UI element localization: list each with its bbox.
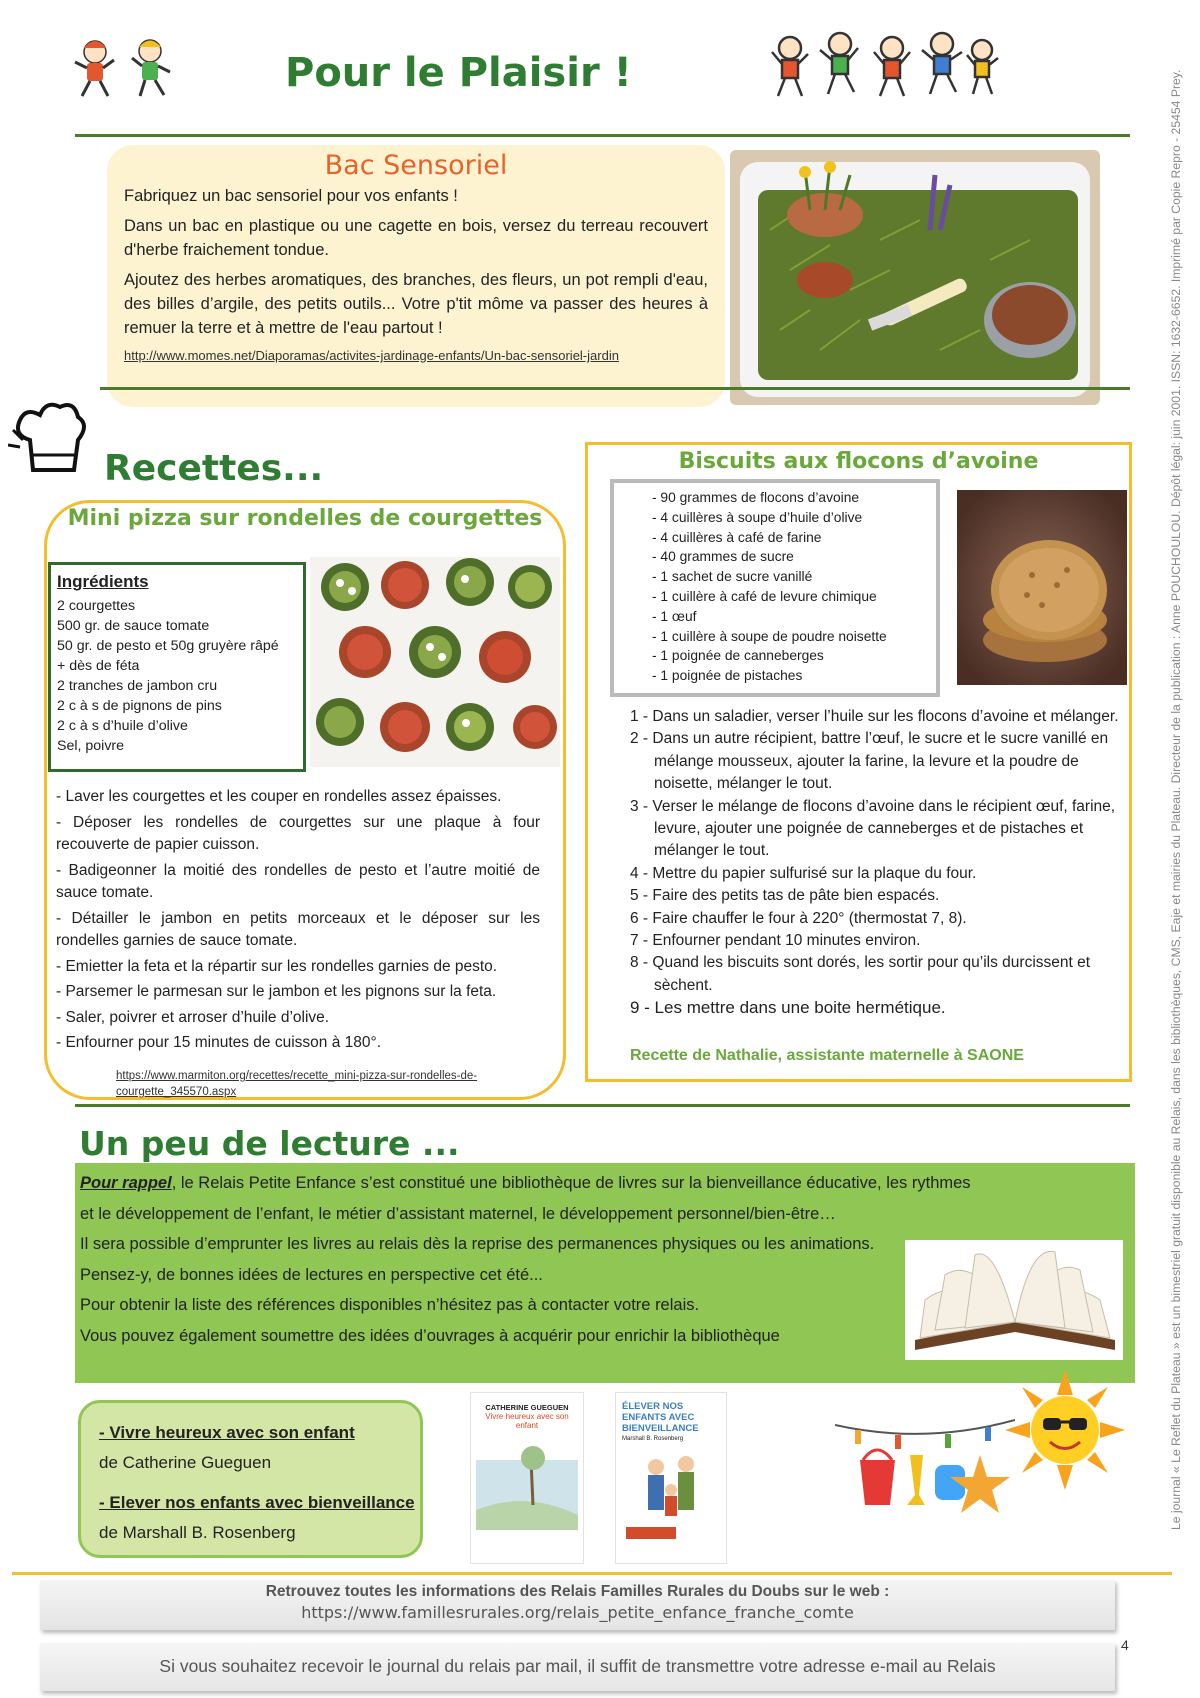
lecture-paragraph-1-text: , le Relais Petite Enfance s’est constitué une bibliothèque de livres sur la bienveillance éducative, les rythmes <box>171 1174 971 1192</box>
cover-2-author: Marshall B. Rosenberg <box>622 1436 684 1442</box>
lecture-paragraph-1b: et le développement de l’enfant, le métier d’assistant maternel, le développement personnel/bien-être… <box>80 1204 836 1223</box>
cover-1-illustration <box>471 1430 583 1540</box>
list-item: 5 - Faire des petits tas de pâte bien espacés. <box>630 887 940 905</box>
list-item: - Parsemer le parmesan sur le jambon et les pignons sur la feta. <box>56 983 497 1000</box>
cover-1-title: Vivre heureux avec son enfant <box>485 1412 569 1430</box>
list-item: 9 - Les mettre dans une boite hermétique. <box>630 998 946 1018</box>
page-number: 4 <box>1121 1637 1129 1653</box>
beach-toys-clothesline-illustration <box>835 1385 1015 1535</box>
cover-2-illustration <box>616 1442 726 1552</box>
book-cover-vivre-heureux <box>470 1392 584 1564</box>
cover-2-title: ÉLEVER NOS ENFANTS AVEC BIENVEILLANCE <box>622 1401 699 1434</box>
lecture-paragraph-1 <box>80 1168 1130 1199</box>
pizza-ingredients-title: Ingrédients <box>57 572 149 591</box>
list-item: - Détailler le jambon en petits morceaux et le déposer sur les rondelles garnies de sauce tomate. <box>56 909 540 949</box>
list-item: - Badigeonner la moitié des rondelles de pesto et l’autre moitié de sauce tomate. <box>56 861 540 901</box>
list-item: - 1 sachet de sucre vanillé <box>652 569 813 585</box>
pizza-recipe-link[interactable]: https://www.marmiton.org/recettes/recette_mini-pizza-sur-rondelles-de-courgette_345570.aspx <box>116 1070 478 1098</box>
page-title: Pour le Plaisir ! <box>285 50 632 96</box>
lecture-paragraph-2: Il sera possible d’emprunter les livres au relais dès la reprise des permanences physiques ou les animations. <box>80 1235 875 1253</box>
open-book-photo <box>905 1240 1123 1360</box>
book-2-title: - Elever nos enfants avec bienveillance <box>99 1493 415 1512</box>
section-divider <box>100 387 1130 390</box>
list-item: 3 - Verser le mélange de flocons d’avoine dans le récipient œuf, farine, levure, ajouter une poignée de canneberges et de pistaches et mélanger le tout. <box>630 797 1116 860</box>
bac-sensoriel-text <box>124 184 708 366</box>
book-2-author: de Marshall B. Rosenberg <box>99 1523 296 1542</box>
book-1 <box>99 1418 419 1478</box>
kids-illustration-left <box>70 38 185 103</box>
bac-paragraph-1: Fabriquez un bac sensoriel pour vos enfants ! <box>124 187 458 205</box>
pizza-recipe-title: Mini pizza sur rondelles de courgettes <box>67 506 543 531</box>
list-item: - 4 cuillères à soupe d’huile d’olive <box>652 509 863 525</box>
list-item: Sel, poivre <box>57 738 125 754</box>
lecture-paragraph-3: Pensez-y, de bonnes idées de lectures en perspective cet été... <box>80 1265 543 1284</box>
footer-mail-text: Si vous souhaitez recevoir le journal du relais par mail, il suffit de transmettre votre adresse e-mail au Relais <box>159 1656 996 1676</box>
list-item: 7 - Enfourner pendant 10 minutes environ. <box>630 932 921 950</box>
bac-paragraph-2: Dans un bac en plastique ou une cagette en bois, versez du terreau recouvert d'herbe fraichement tondue. <box>124 217 708 259</box>
pizza-steps-list <box>56 786 540 1058</box>
bac-sensoriel-link[interactable]: http://www.momes.net/Diaporamas/activites-jardinage-enfants/Un-bac-sensoriel-jardin <box>124 348 619 363</box>
sun-with-sunglasses-illustration <box>1005 1370 1125 1490</box>
biscuits-ingredients-list <box>652 488 887 686</box>
list-item: 6 - Faire chauffer le four à 220° (thermostat 7, 8). <box>630 909 967 927</box>
kids-illustration-right <box>770 30 1000 105</box>
bac-paragraph-3: Ajoutez des herbes aromatiques, des branches, des fleurs, un pot rempli d'eau, des billes d’argile, des petits outils... Votre p'tit môme va passer des heures à remuer la terre et à mettre de l'eau partout ! <box>124 271 708 337</box>
footer-web-text: Retrouvez toutes les informations des Relais Familles Rurales du Doubs sur le web : <box>265 1583 890 1600</box>
oat-biscuits-photo <box>957 490 1127 685</box>
footer-web-url[interactable]: https://www.famillesrurales.org/relais_petite_enfance_franche_comte <box>301 1603 854 1622</box>
lecture-text <box>80 1168 971 1351</box>
list-item: 2 c à s d’huile d’olive <box>57 718 188 734</box>
publication-info-vertical: Le journal « Le Reflet du Plateau » est un bimestriel gratuit disponible au Relais, dans les bibliothèques, CMS, Eaje et mairies du Plateau. Directeur de la publication : Anne POUCHOULOU. Dépôt légal: juin 2001. ISSN: 1632-6652. Imprimé par Copie Repro - 25454 Prey. <box>1169 69 1183 1530</box>
list-item: 2 courgettes <box>57 598 136 614</box>
list-item: + dès de féta <box>57 658 140 674</box>
lecture-paragraph-5: Vous pouvez également soumettre des idées d’ouvrages à acquérir pour enrichir la bibliothèque <box>80 1326 780 1345</box>
list-item: - 4 cuillères à café de farine <box>652 529 822 545</box>
list-item: 2 - Dans un autre récipient, battre l’œuf, le sucre et le sucre vanillé en mélange mousseux, ajouter la farine, la levure et la poudre de noisette, mélanger le tout. <box>630 730 1109 793</box>
list-item: 2 c à s de pignons de pins <box>57 698 222 714</box>
book-suggestions-text <box>99 1418 419 1558</box>
footer-divider <box>12 1572 1172 1575</box>
recettes-heading: Recettes... <box>104 448 324 489</box>
list-item: - 1 cuillère à café de levure chimique <box>652 588 877 604</box>
bac-sensoriel-title: Bac Sensoriel <box>324 150 508 181</box>
list-item: - Laver les courgettes et les couper en rondelles assez épaisses. <box>56 788 502 805</box>
biscuits-steps-list <box>630 706 1130 1020</box>
lecture-paragraph-4: Pour obtenir la liste des références disponibles n’hésitez pas à contacter votre relais. <box>80 1296 700 1314</box>
book-2 <box>99 1488 419 1548</box>
list-item: - 90 grammes de flocons d’avoine <box>652 490 860 505</box>
list-item: 4 - Mettre du papier sulfurisé sur la plaque du four. <box>630 864 977 882</box>
list-item: - 1 poignée de pistaches <box>652 668 803 684</box>
list-item: 50 gr. de pesto et 50g gruyère râpé <box>57 638 279 654</box>
list-item: 500 gr. de sauce tomate <box>57 618 210 634</box>
list-item: - Emietter la feta et la répartir sur les rondelles garnies de pesto. <box>56 957 498 975</box>
book-1-author: de Catherine Gueguen <box>99 1453 272 1472</box>
list-item: - Déposer les rondelles de courgettes sur une plaque à four recouverte de papier cuisson. <box>56 813 540 853</box>
section-divider <box>75 1104 1130 1107</box>
biscuits-recipe-credit: Recette de Nathalie, assistante maternelle à SAONE <box>630 1047 1024 1064</box>
sensory-bin-photo <box>730 150 1100 405</box>
rappel-label: Pour rappel <box>80 1174 172 1192</box>
list-item: 2 tranches de jambon cru <box>57 678 218 694</box>
list-item: - 1 poignée de canneberges <box>652 648 824 664</box>
mini-pizza-photo <box>310 557 560 767</box>
list-item: - 1 œuf <box>652 608 697 624</box>
lecture-heading: Un peu de lecture ... <box>79 1124 460 1163</box>
list-item: 1 - Dans un saladier, verser l’huile sur les flocons d’avoine et mélanger. <box>630 708 1119 725</box>
list-item: - Saler, poivrer et arroser d’huile d’olive. <box>56 1008 330 1026</box>
list-item: - 40 grammes de sucre <box>652 549 794 565</box>
pizza-ingredients-list <box>57 596 279 756</box>
list-item: - 1 cuillère à soupe de poudre noisette <box>652 628 887 644</box>
book-1-title: - Vivre heureux avec son enfant <box>99 1423 355 1442</box>
chef-hat-icon <box>8 395 93 485</box>
biscuits-recipe-title: Biscuits aux flocons d’avoine <box>678 449 1039 474</box>
cover-1-author: CATHERINE GUEGUEN <box>485 1403 569 1412</box>
header-divider <box>75 134 1130 137</box>
list-item: 8 - Quand les biscuits sont dorés, les sortir pour qu’ils durcissent et sèchent. <box>630 954 1091 994</box>
list-item: - Enfourner pour 15 minutes de cuisson à 180°. <box>56 1034 382 1051</box>
book-cover-elever-enfants <box>615 1392 727 1564</box>
